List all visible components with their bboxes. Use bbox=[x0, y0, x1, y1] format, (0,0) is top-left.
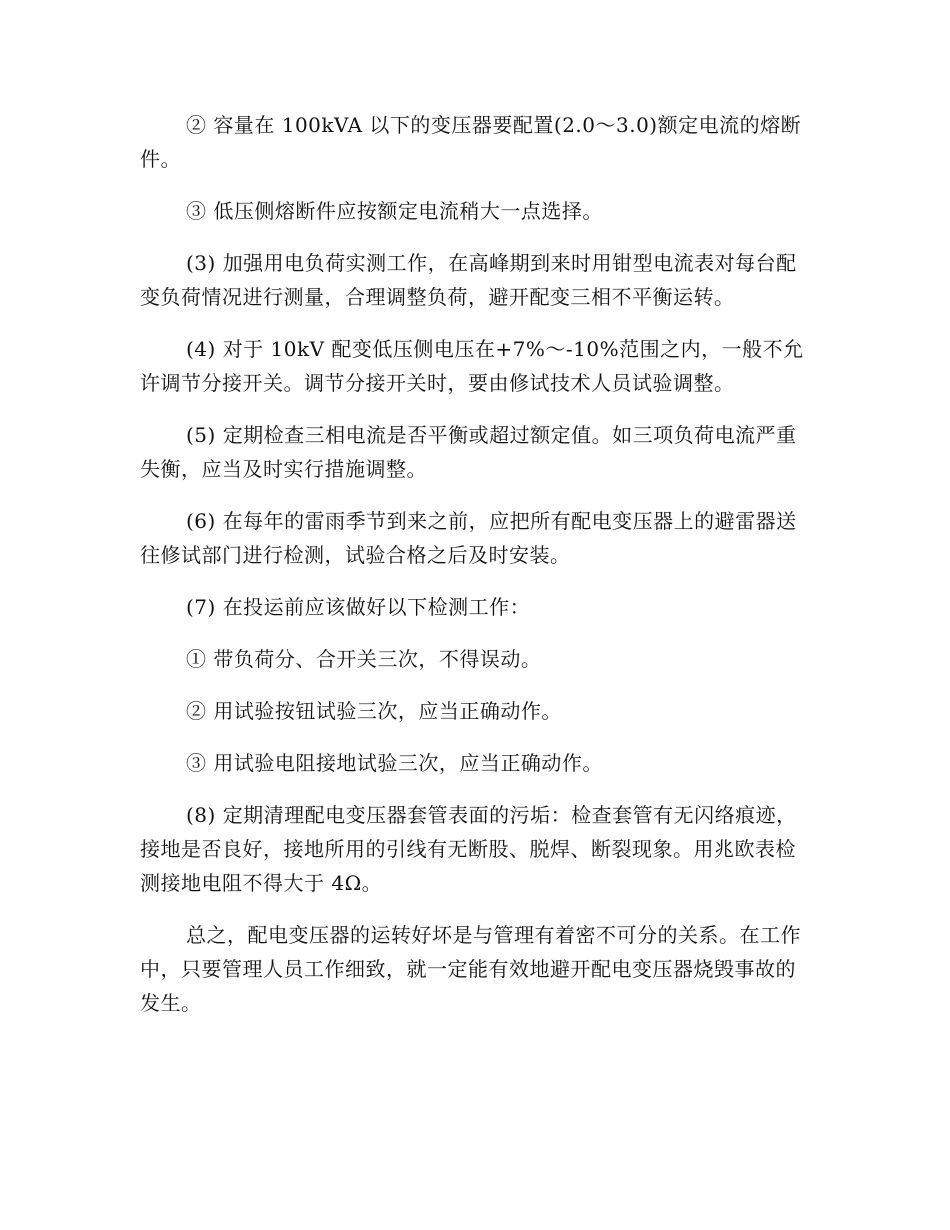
paragraph-current-check: (5) 定期检查三相电流是否平衡或超过额定值。如三项负荷电流严重失衡，应当及时实行措施调整。 bbox=[140, 423, 797, 481]
paragraph-load-measurement: (3) 加强用电负荷实测工作，在高峰期到来时用钳型电流表对每台配变负荷情况进行测量，合理调整负荷，避开配变三相不平衡运转。 bbox=[140, 251, 797, 309]
paragraph-check-button: ② 用试验按钮试验三次，应当正确动作。 bbox=[186, 699, 562, 723]
paragraph-conclusion: 总之，配电变压器的运转好坏是与管理有着密不可分的关系。在工作中，只要管理人员工作细致，就一定能有效地避开配电变压器烧毁事故的发生。 bbox=[140, 923, 801, 1015]
paragraph-pre-operation-checks: (7) 在投运前应该做好以下检测工作： bbox=[186, 595, 531, 619]
paragraph-bushing-cleaning: (8) 定期清理配电变压器套管表面的污垢：检查套管有无闪络痕迹，接地是否良好，接地所用的引线有无断股、脱焊、断裂现象。用兆欧表检测接地电阻不得大于 4Ω。 bbox=[140, 803, 797, 895]
paragraph-low-voltage-fuse: ③ 低压侧熔断件应按额定电流稍大一点选择。 bbox=[186, 199, 603, 223]
paragraph-lightning-arrester: (6) 在每年的雷雨季节到来之前，应把所有配电变压器上的避雷器送往修试部门进行检测，试验合格之后及时安装。 bbox=[140, 509, 797, 567]
paragraph-fuse-capacity: ② 容量在 100kVA 以下的变压器要配置(2.0～3.0)额定电流的熔断件。 bbox=[140, 113, 802, 171]
document-body bbox=[140, 108, 808, 1038]
paragraph-voltage-range: (4) 对于 10kV 配变低压侧电压在+7%～-10%范围之内，一般不允许调节分接开关。调节分接开关时，要由修试技术人员试验调整。 bbox=[140, 337, 804, 395]
paragraph-check-switch: ① 带负荷分、合开关三次，不得误动。 bbox=[186, 647, 542, 671]
paragraph-check-resistance: ③ 用试验电阻接地试验三次，应当正确动作。 bbox=[186, 751, 603, 775]
